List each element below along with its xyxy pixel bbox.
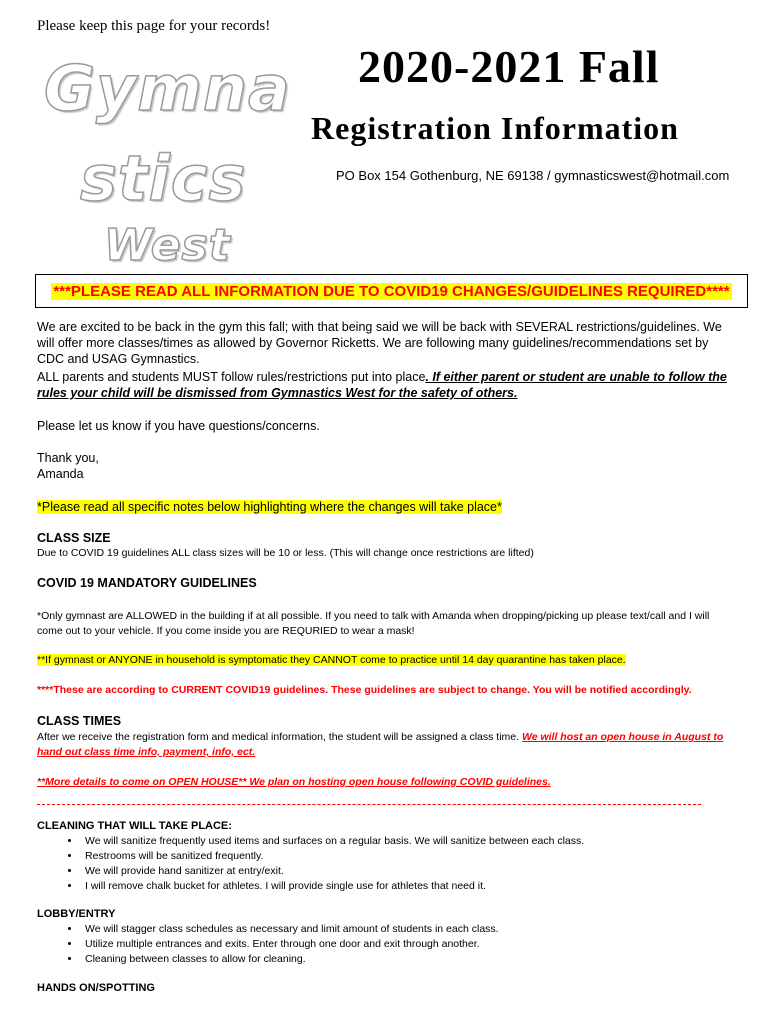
list-item: • Utilize multiple entrances and exits. Enter through one door and exit through another. [81,937,761,952]
open-house-details: **More details to come on OPEN HOUSE** We plan on hosting open house following COVID guidelines. [37,776,551,788]
lobby-list [57,922,761,967]
lobby-heading: LOBBY/ENTRY [37,908,116,920]
covid-alert-text: ***PLEASE READ ALL INFORMATION DUE TO COVID19 CHANGES/GUIDELINES REQUIRED**** [53,282,730,300]
address-line: PO Box 154 Gothenburg, NE 69138 / gymnasticswest@hotmail.com [336,168,730,183]
class-size-heading: CLASS SIZE [37,531,111,545]
open-house-note: We will host an open house in August to hand out class time info, payment, info, ect. [37,731,724,758]
list-item: • We will provide hand sanitizer at entry/exit. [81,864,761,879]
cleaning-heading: CLEANING THAT WILL TAKE PLACE: [37,820,232,832]
covid-symptom-text: **If gymnast or ANYONE in household is symptomatic they CANNOT come to practice until 14 day quarantine has taken place. [37,654,626,666]
highlight-note-text: *Please read all specific notes below highlighting where the changes will take place* [37,500,502,514]
logo-line-3: West [104,220,231,271]
covid-symptom-rule [37,653,737,668]
title-registration: Registration Information [311,110,679,146]
list-item: • We will stagger class schedules as necessary and limit amount of students in each class. [81,922,761,937]
hands-on-heading: HANDS ON/SPOTTING [37,982,155,994]
rules-warning: . If either parent or student are unable to follow the rules your child will be dismissed from Gymnastics West for the safety of others. [37,370,727,400]
title-year: 2020-2021 Fall [358,41,660,92]
signature: Amanda [37,467,84,481]
covid-building-rule: *Only gymnast are ALLOWED in the building if at all possible. If you need to talk with Amanda when dropping/picking up please text/call and I will come out to your vehicle. If you come inside you are REQURIED to wear a mask! [37,610,710,637]
cleaning-list [57,834,761,894]
class-times-text [37,730,737,760]
list-item: • Cleaning between classes to allow for cleaning. [81,952,761,967]
covid-alert-box [35,274,748,308]
covid-current-note: ****These are according to CURRENT COVID19 guidelines. These guidelines are subject to change. You will be notified accordingly. [37,684,692,696]
list-item: • I will remove chalk bucket for athletes. I will provide single use for athletes that need it. [81,879,761,894]
section-divider [37,804,701,805]
rules-paragraph [37,369,737,401]
class-size-text: Due to COVID 19 guidelines ALL class sizes will be 10 or less. (This will change once restrictions are lifted) [37,547,534,559]
covid-heading: COVID 19 MANDATORY GUIDELINES [37,576,257,590]
logo-line-2: stics [80,142,247,215]
logo-line-1: Gymna [44,52,291,125]
keep-records-note: Please keep this page for your records! [37,18,271,34]
intro-paragraph: We are excited to be back in the gym this fall; with that being said we will be back with SEVERAL restrictions/guidelines. We will offer more classes/times as allowed by Governor Ricketts. We are following many guidelines/recommendations set by CDC and USAG Gymnastics. [37,320,722,366]
list-item: • We will sanitize frequently used items and surfaces on a regular basis. We will sanitize between each class. [81,834,761,849]
class-times-plain: After we receive the registration form and medical information, the student will be assigned a class time. [37,731,522,743]
class-times-heading: CLASS TIMES [37,714,122,728]
questions-paragraph: Please let us know if you have questions/concerns. [37,419,320,433]
list-item: • Restrooms will be sanitized frequently. [81,849,761,864]
highlight-note [37,499,737,515]
thanks-line: Thank you, [37,451,99,465]
rules-text: ALL parents and students MUST follow rules/restrictions put into place [37,370,426,384]
